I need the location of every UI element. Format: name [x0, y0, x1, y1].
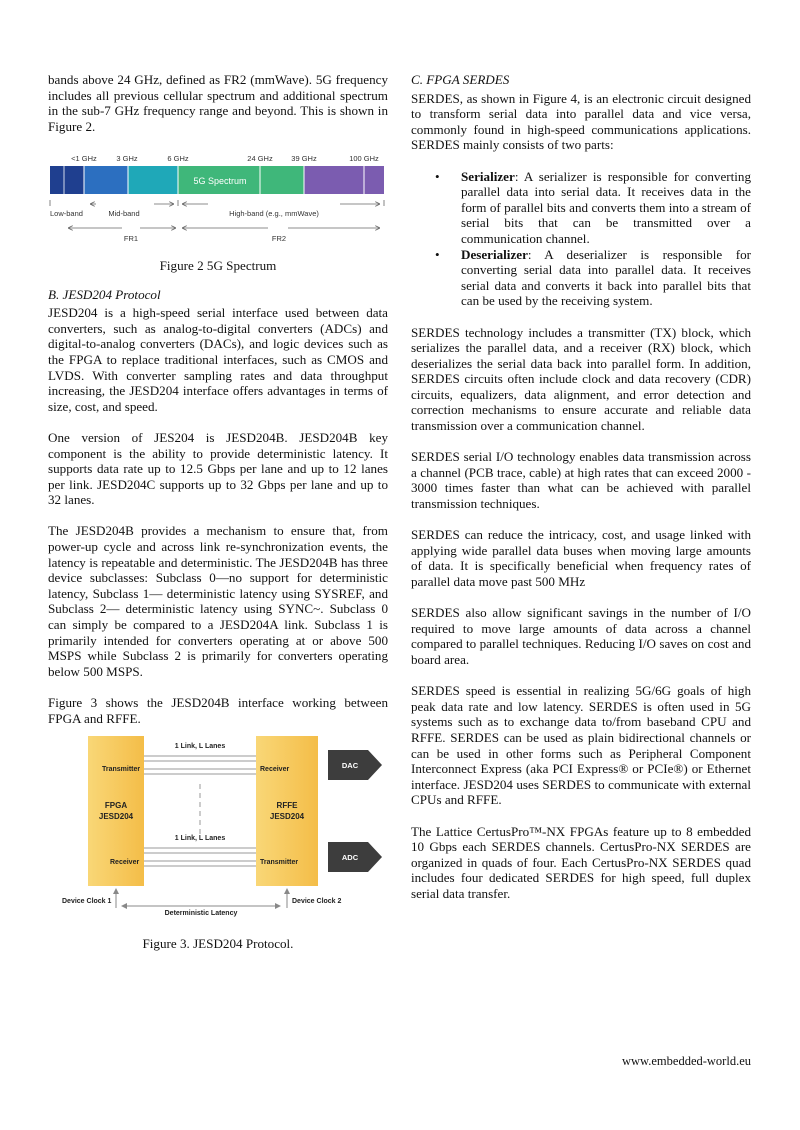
freq-label: 24 GHz	[247, 153, 273, 163]
right-column	[411, 72, 751, 917]
figure-3-jesd204	[48, 736, 388, 922]
rffe-rx-label: Receiver	[260, 766, 290, 774]
paragraph: JESD204 is a high-speed serial interface used between data converters, such as analog-to-digital converters (ADCs) and digital-to-analog converters (DACs), and logic devices such as the FPGA to replace traditional interfaces, such as CMOS and LVDS. With converter sampling rates and data throughput increasing, the JESD204 interface offers advantages in terms of size, cost, and speed.	[48, 305, 388, 414]
clock-2-label: Device Clock 2	[292, 898, 342, 906]
band-arrows	[50, 200, 384, 228]
paragraph: bands above 24 GHz, defined as FR2 (mmWave). 5G frequency includes all previous cellular spectrum and additional spectrum in the sub-7 GHz frequency range and beyond. This is shown in Figure 2.	[48, 72, 388, 134]
rffe-label-2: JESD204	[269, 812, 305, 822]
section-heading-b: B. JESD204 Protocol	[48, 286, 161, 302]
link-label-top: 1 Link, L Lanes	[174, 743, 226, 751]
bullet-icon: •	[435, 246, 440, 262]
term: Serializer	[461, 168, 515, 184]
band-label: Low-band	[50, 208, 83, 218]
paragraph: One version of JES204 is JESD204B. JESD204B key component is the ability to provide deterministic latency. It supports data rate up to 12.5 Gbps per lane and up to 12 lanes per link. JESD204C supports up to 32 Gbps per lane and up to 32 lanes.	[48, 429, 388, 508]
term: Deserializer	[461, 246, 528, 262]
freq-label: 3 GHz	[116, 153, 138, 163]
top-lanes	[144, 756, 256, 866]
adc-label: ADC	[341, 853, 359, 863]
spectrum-bar-label: 5G Spectrum	[193, 175, 247, 186]
paragraph: The JESD204B provides a mechanism to ensure that, from power-up cycle and across link re-synchronization events, the latency is repeatable and deterministic. The JESD204B has three device subclasses: Subclass 0—no support for deterministic latency, Subclass 1— deterministic latency using SYSREF, and Subclass 2— deterministic latency using SYNC~. Subclass 0 can simply be compared to a JESD204A link. Subclass 1 is primarily intended for converters operating at or above 500 MSPS while Subclass 2 is primarily for converters operating below 500 MSPS.	[48, 523, 388, 679]
fpga-tx-label: Transmitter	[102, 766, 141, 774]
paragraph: The Lattice CertusPro™-NX FPGAs feature up to 8 embedded 10 Gbps each SERDES channels. CertusPro-NX SERDES are organized in quads of four. Each CertusPro-NX SERDES quad includes four dedicated SERDES for high speed, full duplex serial data transfer.	[411, 823, 751, 901]
paragraph: SERDES can reduce the intricacy, cost, and usage linked with applying wide parallel data buses when moving large amounts of data. It is specifically beneficial when frequency rates of parallel data move past 500 MHz	[411, 527, 751, 589]
rffe-tx-label: Transmitter	[260, 859, 299, 867]
list-item	[435, 246, 751, 309]
definition: : A serializer is responsible for converting parallel data into serial data. It receives data in the form of parallel bits and converts them into a stream of serial bits that can be transmitted over a communication channel.	[461, 168, 751, 246]
freq-label: 39 GHz	[291, 153, 317, 163]
bullet-icon: •	[435, 168, 440, 184]
paragraph: SERDES serial I/O technology enables data transmission across a channel (PCB trace, cable) at high rates that can exceed 2000 - 3000 times faster than what can be achieved with parallel transmission techniques.	[411, 449, 751, 512]
freq-label: 100 GHz	[349, 153, 379, 163]
freq-label: <1 GHz	[71, 153, 97, 163]
band-label: High-band (e.g., mmWave)	[229, 208, 319, 218]
range-label: FR2	[271, 233, 287, 243]
paragraph: Figure 3 shows the JESD204B interface working between FPGA and RFFE.	[48, 695, 388, 726]
figure-3-caption: Figure 3. JESD204 Protocol.	[142, 936, 294, 952]
figure-2-caption: Figure 2 5G Spectrum	[159, 257, 277, 273]
paragraph: SERDES technology includes a transmitter (TX) block, which serializes the parallel data, and a receiver (RX) block, which deserializes the serial data back into parallel form. In addition, SERDES circuits often include clock and data recovery (CDR) circuits, equalizers, data alignment, and error detection and correction mechanisms to ensure accurate and reliable data transmission over a communication channel.	[411, 324, 751, 434]
fpga-label-2: JESD204	[98, 812, 134, 822]
list-item	[435, 168, 751, 247]
clock-1-label: Device Clock 1	[62, 898, 112, 906]
link-label-bottom: 1 Link, L Lanes	[174, 835, 226, 843]
fpga-label: FPGA	[104, 801, 128, 811]
dac-label: DAC	[341, 761, 359, 771]
figure-2-5g-spectrum	[48, 150, 388, 250]
definition: : A deserializer is responsible for converting serial data into parallel data. It receives serial data and converts it back into parallel bits that can be used by the receiving system.	[461, 246, 751, 309]
paragraph: SERDES also allow significant savings in the number of I/O required to move large amounts of data across a channel compared to parallel techniques. Reducing I/O saves on cost and board area.	[411, 605, 751, 667]
paragraph: SERDES, as shown in Figure 4, is an electronic circuit designed to transform serial data into parallel data and vice versa, commonly found in high-speed communications applications. SERDES mainly consists of two parts:	[411, 90, 751, 153]
bullet-list	[411, 169, 751, 309]
section-heading-c: C. FPGA SERDES	[411, 72, 510, 87]
footer-url: www.embedded-world.eu	[621, 1054, 751, 1068]
left-column	[48, 72, 388, 952]
latency-label: Deterministic Latency	[164, 910, 238, 918]
spectrum-bar	[50, 166, 384, 194]
range-label: FR1	[123, 233, 139, 243]
fpga-rx-label: Receiver	[110, 859, 140, 867]
band-label: Mid-band	[108, 208, 140, 218]
paragraph: SERDES speed is essential in realizing 5G/6G goals of high peak data rate and low latency. SERDES is often used in 5G systems such as to exchange data to/from baseband CPU and RFFE. SERDES can be used as plain bidirectional channels or can be used in other forms such as Peripheral Component Interconnect Express (aka PCI Express® or PCIe®) or Ethernet interface. JESD204 uses SERDES to communicate with external CPUs and RFFE.	[411, 683, 751, 808]
rffe-label: RFFE	[276, 801, 298, 811]
freq-label: 6 GHz	[167, 153, 189, 163]
